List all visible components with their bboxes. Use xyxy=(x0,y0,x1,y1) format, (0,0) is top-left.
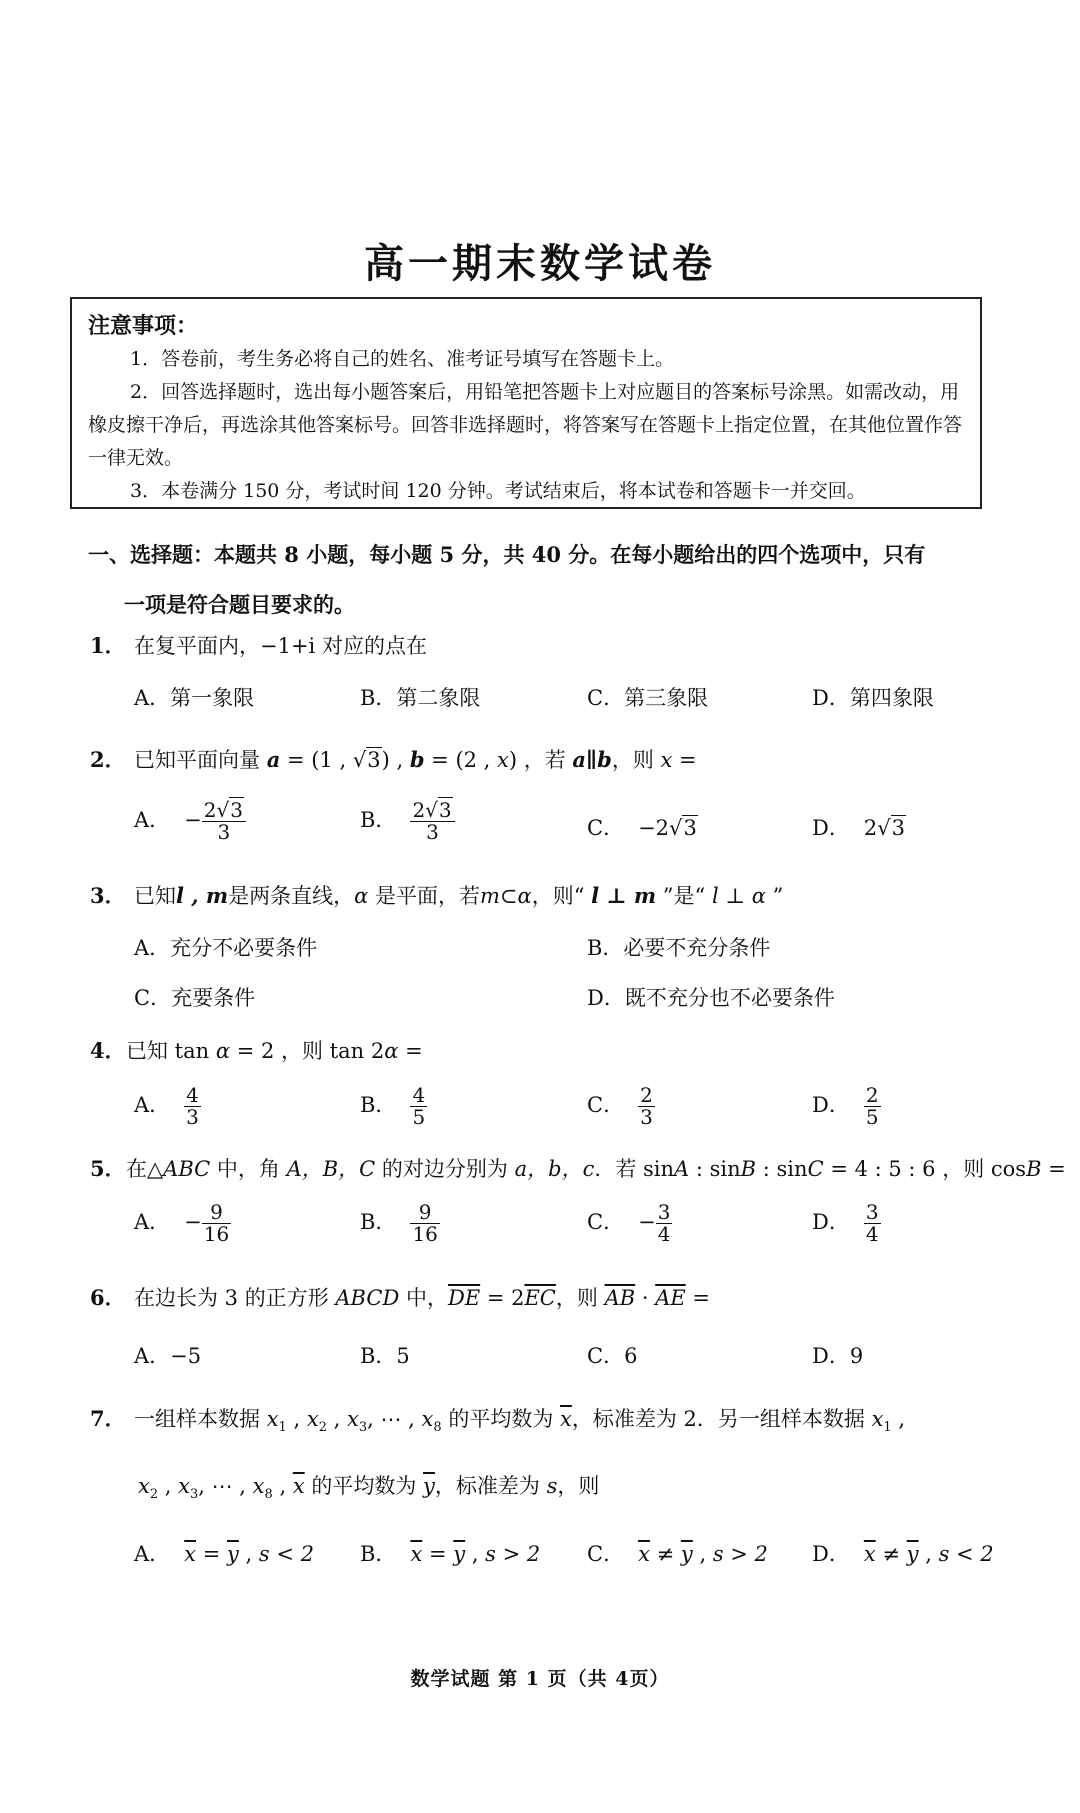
q1-option-b: B．第二象限 xyxy=(360,686,481,710)
fraction: $\frac{2}{5}$ xyxy=(865,1083,879,1129)
fraction: $\frac{2√3}{3}$ xyxy=(410,800,454,843)
vector-de: $\overline{DE}$ xyxy=(447,1286,481,1310)
section-heading xyxy=(88,530,988,630)
q7-option-a: A． $\overline{x} = \overline{y}$ , s < 2 xyxy=(134,1542,314,1566)
fraction: $\frac{9}{16}$ xyxy=(203,1200,230,1246)
q7-option-b: B． $\overline{x} = \overline{y}$ , s > 2 xyxy=(360,1542,541,1566)
fraction: $\frac{3}{4}$ xyxy=(865,1200,879,1246)
q4-option-b: B． $\frac{4}{5}$ xyxy=(360,1083,426,1129)
q5-option-c: C． − $\frac{3}{4}$ xyxy=(587,1200,671,1246)
q6-option-a: A．−5 xyxy=(134,1344,202,1368)
notice-item-3: 3．本卷满分 150 分，考试时间 120 分钟。考试结束后，将本试卷和答题卡一并交回。 xyxy=(130,480,866,502)
fraction: $\frac{2}{3}$ xyxy=(640,1083,653,1129)
notice-item-1: 1．答卷前，考生务必将自己的姓名、准考证号填写在答题卡上。 xyxy=(130,348,675,370)
q2-option-d: D． 2√3 xyxy=(812,816,905,840)
q4-option-a: A． $\frac{4}{3}$ xyxy=(134,1083,199,1129)
question-3: 3． 已知l , m是两条直线，α 是平面，若m⊂α，则“ l ⊥ m ”是“ l ⊥ α ” xyxy=(90,880,783,910)
q6-option-b: B．5 xyxy=(360,1344,410,1368)
parallel-condition: a∥b xyxy=(572,747,612,772)
q4-option-c: C． $\frac{2}{3}$ xyxy=(587,1083,653,1129)
question-7: 7． 一组样本数据 $x_1$ , $x_2$ , $x_3$, ⋯ , $x_8$ 的平均数为 $\overline{x}$，标准差为 2．另一组样本数据 $x_1$ , xyxy=(90,1403,905,1435)
q6-option-d: D．9 xyxy=(812,1344,864,1368)
page-footer: 数学试题 第 1 页（共 4页） xyxy=(410,1668,670,1690)
question-2: 2． 已知平面向量 a = (1 , √3) , b = (2 , x) ，若 a∥b，则 x = xyxy=(90,744,697,774)
vector-ab: $\overline{AB}$ xyxy=(604,1286,636,1310)
question-number: 1． xyxy=(90,633,126,658)
question-number: 5． xyxy=(90,1156,126,1181)
q3-option-b: B．必要不充分条件 xyxy=(587,936,771,960)
question-number: 6． xyxy=(90,1285,126,1310)
vector-a: a xyxy=(266,747,281,772)
q2-option-a: A． − $\frac{2√3}{3}$ xyxy=(134,800,246,843)
fraction: $\frac{4}{5}$ xyxy=(412,1083,426,1129)
q2-option-c: C． −2√3 xyxy=(587,816,697,840)
q3-option-d: D．既不充分也不必要条件 xyxy=(587,986,835,1010)
fraction: $\frac{2√3}{3}$ xyxy=(202,800,246,843)
section-heading-line2: 一项是符合题目要求的。 xyxy=(124,592,355,617)
question-number: 4． xyxy=(90,1038,126,1063)
question-number: 7． xyxy=(90,1406,126,1431)
question-5: 5．在△ABC 中，角 A，B，C 的对边分别为 a，b，c．若 sinA : sinB : sinC = 4 : 5 : 6 ，则 cosB = xyxy=(90,1153,1066,1183)
q1-option-a: A．第一象限 xyxy=(134,686,255,710)
vector-ae: $\overline{AE}$ xyxy=(655,1286,686,1310)
q5-option-a: A． − $\frac{9}{16}$ xyxy=(134,1200,230,1246)
q1-option-c: C．第三象限 xyxy=(587,686,709,710)
question-4: 4．已知 tan α = 2 ，则 tan 2α = xyxy=(90,1035,423,1065)
question-stem: 在复平面内，−1+i 对应的点在 xyxy=(134,634,427,658)
section-heading-line1: 一、选择题：本题共 8 小题，每小题 5 分，共 40 分。在每小题给出的四个选项中，只有 xyxy=(88,542,926,567)
exam-title: 高一期末数学试卷 xyxy=(364,240,716,287)
question-1 xyxy=(90,630,427,660)
fraction: $\frac{3}{4}$ xyxy=(657,1200,671,1246)
notice-box xyxy=(70,297,982,509)
q2-option-b: B． $\frac{2√3}{3}$ xyxy=(360,800,455,843)
q3-option-a: A．充分不必要条件 xyxy=(134,936,318,960)
notice-item-2: 2．回答选择题时，选出每小题答案后，用铅笔把答题卡上对应题目的答案标号涂黑。如需改动，用橡皮擦干净后，再选涂其他答案标号。回答非选择题时，将答案写在答题卡上指定位置，在其他位置作答一律无效。 xyxy=(88,381,963,469)
q5-option-b: B． $\frac{9}{16}$ xyxy=(360,1200,438,1246)
question-number: 2． xyxy=(90,747,126,772)
vector-ec: $\overline{EC}$ xyxy=(524,1286,556,1310)
q4-option-d: D． $\frac{2}{5}$ xyxy=(812,1083,879,1129)
q7-option-d: D． $\overline{x} \ne \overline{y}$ , s < 2 xyxy=(812,1542,994,1566)
notice-heading: 注意事项： xyxy=(88,313,199,339)
question-6: 6． 在边长为 3 的正方形 ABCD 中，$\overline{DE} = 2\overline{EC}$，则 $\overline{AB} \cdot \overline{AE}$ = xyxy=(90,1282,710,1312)
q7-option-c: C． $\overline{x} \ne \overline{y}$ , s > 2 xyxy=(587,1542,768,1566)
fraction: $\frac{9}{16}$ xyxy=(412,1200,438,1246)
vector-b: b xyxy=(409,747,425,772)
fraction: $\frac{4}{3}$ xyxy=(186,1083,199,1129)
question-number: 3． xyxy=(90,883,126,908)
question-7-line2: $x_2$ , $x_3$, ⋯ , $x_8$ , $\overline{x}$ 的平均数为 $\overline{y}$，标准差为 s，则 xyxy=(138,1474,600,1503)
q6-option-c: C．6 xyxy=(587,1344,638,1368)
q5-option-d: D． $\frac{3}{4}$ xyxy=(812,1200,879,1246)
sqrt-sign: √ xyxy=(352,748,367,772)
q3-option-c: C．充要条件 xyxy=(134,986,256,1010)
q1-option-d: D．第四象限 xyxy=(812,686,934,710)
